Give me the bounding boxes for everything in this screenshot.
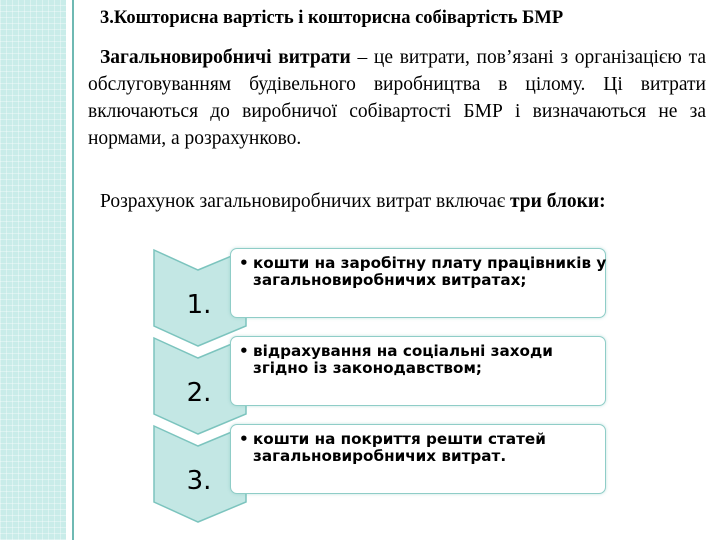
block-text: • відрахування на соціальні заходи згідно із законодавством;: [239, 342, 553, 377]
block-card: [230, 336, 606, 406]
bullet-icon: •: [239, 430, 249, 448]
side-decoration-bar: [0, 0, 66, 540]
defined-term: Загальновиробничі витрати: [100, 47, 351, 68]
blocks-intro-paragraph: [88, 188, 706, 215]
block-3: [150, 424, 610, 524]
definition-text: – це витрати, пов’язані з організацією та обслуговуванням будівельного виробництва в цілому. Ці витрати включаються до виробничої собівартості БМР і визначаються не за нормами, а розрахунково.: [88, 47, 706, 149]
blocks-intro-emphasis: три блоки:: [509, 191, 606, 212]
block-card: [230, 424, 606, 494]
bullet-icon: •: [239, 342, 249, 360]
block-number: 3.: [186, 466, 212, 496]
block-number: 2.: [186, 378, 212, 408]
block-1: [150, 248, 610, 348]
block-card: [230, 248, 606, 318]
block-number: 1.: [186, 290, 212, 320]
definition-paragraph: [88, 44, 706, 152]
block-2: [150, 336, 610, 436]
bullet-icon: •: [239, 254, 249, 272]
slide-title: 3.Кошторисна вартість і кошторисна собівартість БМР: [100, 8, 564, 28]
block-text: • кошти на заробітну плату працівників у загальновиробничих витратах;: [239, 254, 607, 289]
block-text: • кошти на покриття решти статей загальновиробничих витрат.: [239, 430, 546, 465]
side-divider-line: [72, 0, 74, 540]
blocks-intro-text: Розрахунок загальновиробничих витрат включає: [100, 191, 510, 212]
